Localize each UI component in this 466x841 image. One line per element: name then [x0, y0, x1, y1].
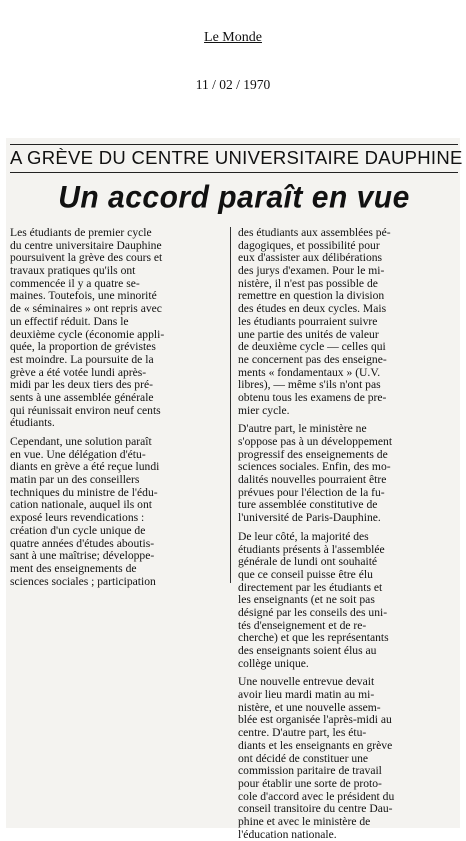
article-text-line: directement par les étudiants et — [238, 581, 383, 594]
article-text-line: blée est organisée l'après-midi au — [238, 714, 392, 727]
article-text-line: commission paritaire de travail — [238, 765, 382, 778]
article-text-line: des enseignants soient élus au — [238, 645, 377, 657]
article-text-line: diants et les enseignants en grève — [238, 739, 393, 752]
article-text-line: conseil transitoire du centre Dau- — [238, 803, 393, 816]
article-text-line: cole d'accord avec le président du — [238, 790, 395, 803]
article-text-line: midi par les deux tiers des pré- — [10, 379, 153, 392]
article-headline: Un accord paraît en vue — [58, 180, 410, 215]
article-text-line: phine et avec le ministère de — [238, 815, 371, 828]
article-text-line: nistère, il n'est pas possible de — [238, 277, 378, 290]
article-text-line: D'autre part, le ministère ne — [238, 423, 367, 436]
article-column-left — [10, 227, 224, 588]
article-text-line: ont décidé de constituer une — [238, 752, 369, 765]
article-text-line: étudiants présents à l'assemblée — [238, 543, 385, 556]
article-text-line: les étudiants pourraient suivre — [238, 315, 378, 328]
article-text-line: Les étudiants de premier cycle — [10, 227, 152, 239]
article-text-line: des jurys d'examen. Pour le mi- — [238, 265, 385, 278]
article-text-line: techniques du ministre de l'édu- — [10, 486, 158, 499]
article-text-line: avoir lieu mardi matin au mi- — [238, 689, 375, 702]
article-text-line: sents à une assemblée générale — [10, 391, 154, 404]
article-text-line: travaux pratiques qu'ils ont — [10, 265, 136, 278]
article-text-line: l'université de Paris-Dauphine. — [238, 512, 381, 525]
article-text-line: sciences sociales ; participation — [10, 575, 156, 588]
article-text-line: des études en deux cycles. Mais — [238, 303, 387, 316]
article-text-line: commencée il y a quatre se- — [10, 277, 140, 290]
article-text-line: poursuivent la grève des cours et — [10, 252, 163, 265]
article-text-line: de deuxième cycle — celles qui — [238, 341, 386, 354]
article-text-line: l'éducation nationale. — [238, 828, 337, 841]
article-text-line: création d'un cycle unique de — [10, 524, 146, 537]
article-text-line: s'oppose pas à un développement — [238, 436, 393, 448]
article-text-line: exposé leurs revendications : — [10, 512, 145, 525]
article-text-line: maines. Toutefois, une minorité — [10, 290, 157, 303]
article-text-line: une partie des unités de valeur — [238, 328, 379, 341]
article-text-line: du centre universitaire Dauphine — [10, 239, 162, 252]
article-text-line: obtenu tous les examens de pre- — [238, 391, 387, 404]
article-text-line: qui réunissait environ neuf cents — [10, 404, 161, 417]
article-text-line: pour établir une sorte de proto- — [238, 777, 382, 790]
article-text-line: sciences sociales. Enfin, des mo- — [238, 461, 391, 474]
article-text-line: cation nationale, auquel ils ont — [10, 499, 152, 512]
article-text-line: générale de lundi ont souhaité — [238, 556, 378, 569]
article-text-line: nistère, et une nouvelle assem- — [238, 701, 381, 714]
article-text-line: que ce conseil puisse être élu — [238, 568, 373, 581]
article-text-line: étudiants. — [10, 417, 55, 430]
article-text-line: matin par un des conseillers — [10, 474, 140, 487]
article-kicker: A GRÈVE DU CENTRE UNIVERSITAIRE DAUPHINE — [10, 147, 463, 168]
article-text-line: sant à une maîtrise; développe- — [10, 550, 155, 563]
article-text-line: de « séminaires » ont repris avec — [10, 303, 162, 316]
article-text-line: ne concernent pas des enseigne- — [238, 353, 387, 366]
column-divider — [230, 227, 231, 583]
article-text-line: ments « fondamentaux » (U.V. — [238, 366, 381, 379]
article-text-line: collège unique. — [238, 657, 309, 670]
article-text-line: dalités nouvelles pourraient être — [238, 474, 387, 487]
article-text-line: Cependant, une solution paraît — [10, 436, 152, 448]
article-text-line: tés d'enseignement et de re- — [238, 619, 367, 632]
article-text-line: un effectif réduit. Dans le — [10, 315, 129, 328]
article-text-line: remettre en question la division — [238, 290, 385, 303]
article-text-line: ment des enseignements de — [10, 562, 137, 575]
article-text-line: mier cycle. — [238, 404, 290, 417]
article-text-line: quée, la proportion de grévistes — [10, 341, 156, 354]
article-text-line: désigné par les conseils des uni- — [238, 606, 388, 619]
article-text-line: centre. D'autre part, les étu- — [238, 727, 367, 740]
kicker-rule — [10, 172, 458, 173]
article-text-line: cherche) et que les représentants — [238, 632, 389, 645]
article-text-line: dagogiques, et possibilité pour — [238, 239, 380, 252]
article-column-right — [238, 227, 456, 841]
publication-date: 11 / 02 / 1970 — [195, 77, 271, 92]
article-text-line: ture assemblée constitutive de — [238, 499, 378, 512]
article-text-line: diants en grève a été reçue lundi — [10, 461, 160, 474]
article-text-line: prévues pour l'élection de la fu- — [238, 486, 385, 499]
article-text-line: quatre années d'études aboutis- — [10, 537, 155, 550]
top-rule — [10, 144, 458, 145]
article-text-line: De leur côté, la majorité des — [238, 530, 369, 543]
article-text-line: des étudiants aux assemblées pé- — [238, 227, 391, 239]
article-text-line: libres), — même s'ils n'ont pas — [238, 379, 381, 392]
article-text-line: Une nouvelle entrevue devait — [238, 676, 375, 689]
article-text-line: est moindre. La poursuite de la — [10, 353, 154, 366]
article-text-line: grève a été votée lundi après- — [10, 366, 147, 379]
article-text-line: progressif des enseignements de — [238, 448, 388, 461]
article-text-line: deuxième cycle (économie appli- — [10, 328, 165, 341]
publication-name: Le Monde — [204, 30, 262, 45]
article-text-line: en vue. Une délégation d'étu- — [10, 448, 146, 461]
article-text-line: eux d'assister aux délibérations — [238, 252, 383, 265]
article-text-line: les enseignants (et ne soit pas — [238, 594, 375, 607]
